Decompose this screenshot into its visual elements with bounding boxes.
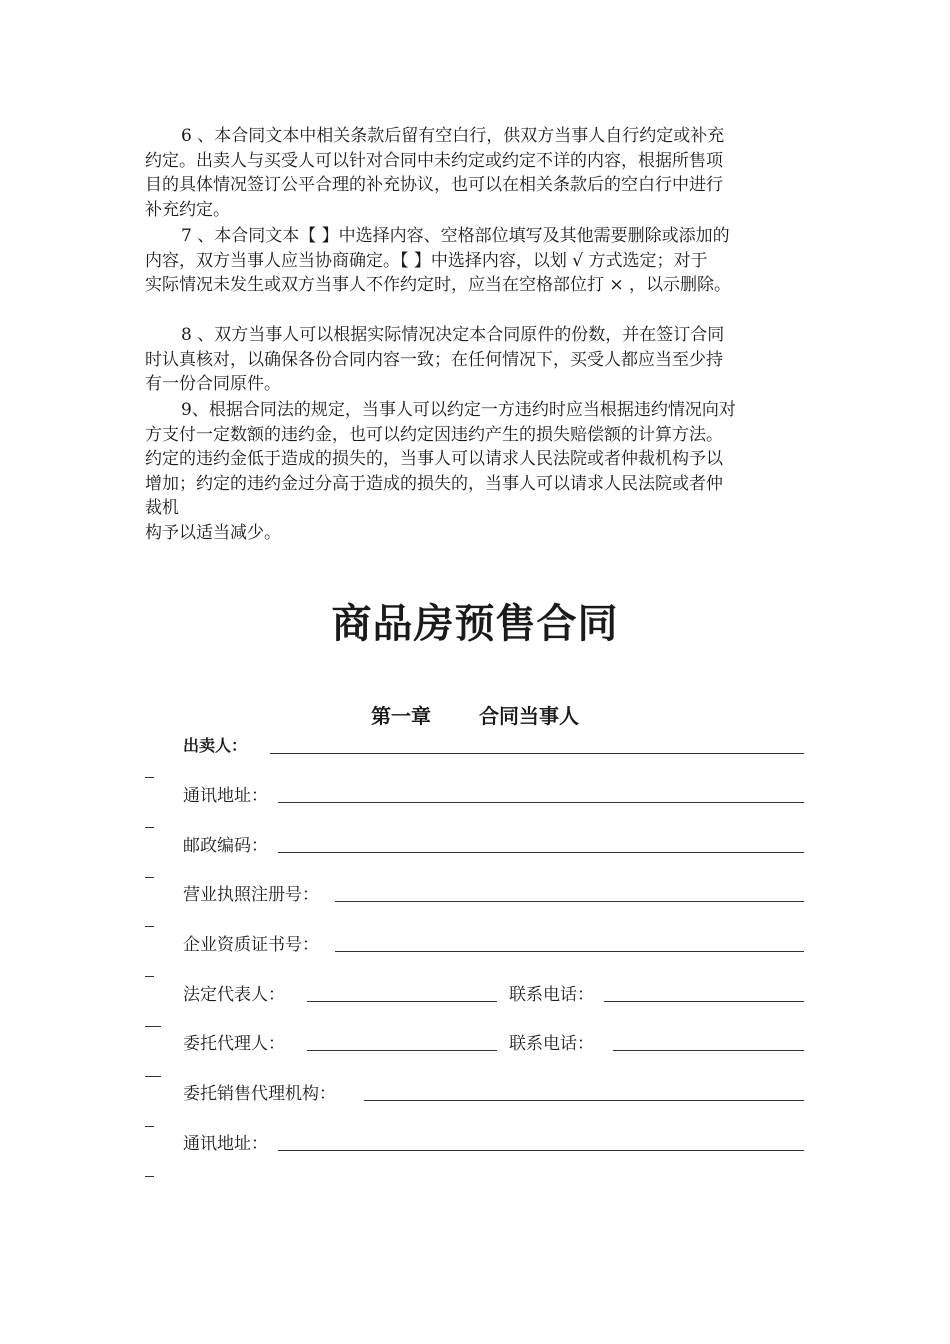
clause-line: 时认真核对，以确保各份合同内容一致；在任何情况下，买受人都应当至少持: [145, 349, 723, 370]
qualification-cert-label: 企业资质证书号：: [183, 935, 319, 955]
clause-line: 补充约定。: [145, 199, 230, 220]
clause-line: 8 、双方当事人可以根据实际情况决定本合同原件的份数，并在签订合同: [181, 325, 725, 345]
agency-address-label: 通讯地址：: [183, 1134, 268, 1154]
agent-phone-field[interactable]: [613, 1050, 804, 1051]
business-license-field[interactable]: [335, 901, 804, 902]
document-title: 商品房预售合同: [331, 601, 619, 647]
postal-code-label: 邮政编码：: [183, 836, 268, 856]
line-break-mark: [145, 777, 154, 778]
clause-line: 内容，双方当事人应当协商确定。【 】中选择内容，以划 √ 方式选定；对于: [145, 250, 708, 271]
clause-line: 方支付一定数额的违约金，也可以约定因违约产生的损失赔偿额的计算方法。: [145, 424, 723, 445]
chapter-name: 合同当事人: [479, 704, 579, 728]
line-break-mark: [145, 877, 154, 878]
clause-line: 约定的违约金低于造成的损失的，当事人可以请求人民法院或者仲裁机构予以: [145, 449, 723, 469]
chapter-heading: [0, 702, 950, 730]
clause-line: 构予以适当减少。: [145, 522, 281, 543]
clause-line: 实际情况未发生或双方当事人不作约定时，应当在空格部位打 × ，以示删除。: [145, 275, 732, 295]
line-break-mark: [145, 1026, 161, 1027]
clause-line: 7 、本合同文本【 】中选择内容、空格部位填写及其他需要删除或添加的: [181, 226, 730, 246]
address-label: 通讯地址：: [183, 786, 268, 806]
clause-line: 裁机: [145, 498, 179, 518]
clause-6: [145, 124, 810, 222]
line-break-mark: [145, 1176, 154, 1177]
agent-label: 委托代理人：: [183, 1034, 285, 1054]
clause-7: [145, 224, 810, 298]
clause-line: 6 、本合同文本中相关条款后留有空白行，供双方当事人自行约定或补充: [181, 126, 725, 146]
postal-code-field[interactable]: [278, 852, 804, 853]
line-break-mark: [145, 976, 154, 977]
legal-rep-phone-field[interactable]: [604, 1001, 804, 1002]
address-field[interactable]: [278, 802, 804, 803]
sales-agency-label: 委托销售代理机构：: [183, 1084, 336, 1104]
clause-line: 有一份合同原件。: [145, 374, 281, 394]
seller-label: 出卖人：: [183, 736, 248, 755]
clause-8: [145, 323, 810, 397]
legal-rep-label: 法定代表人：: [183, 985, 285, 1005]
agency-address-field[interactable]: [278, 1150, 804, 1151]
sales-agency-field[interactable]: [364, 1100, 804, 1101]
clause-line: 增加；约定的违约金过分高于造成的损失的，当事人可以请求人民法院或者仲: [145, 473, 723, 494]
legal-rep-field[interactable]: [307, 1001, 497, 1002]
chapter-number: 第一章: [371, 704, 431, 728]
agent-phone-label: 联系电话：: [509, 1034, 594, 1054]
clause-line: 9、根据合同法的规定，当事人可以约定一方违约时应当根据违约情况向对: [181, 400, 736, 420]
clause-line: 约定。出卖人与买受人可以针对合同中未约定或约定不详的内容，根据所售项: [145, 150, 723, 171]
line-break-mark: [145, 827, 154, 828]
business-license-label: 营业执照注册号：: [183, 885, 319, 905]
agent-field[interactable]: [307, 1050, 497, 1051]
line-break-mark: [145, 926, 154, 927]
seller-field[interactable]: [270, 753, 804, 754]
line-break-mark: [145, 1126, 154, 1127]
legal-rep-phone-label: 联系电话：: [509, 985, 594, 1005]
clause-9: [145, 398, 810, 545]
clause-line: 目的具体情况签订公平合理的补充协议，也可以在相关条款后的空白行中进行: [145, 175, 723, 195]
line-break-mark: [145, 1076, 161, 1077]
qualification-cert-field[interactable]: [335, 951, 804, 952]
